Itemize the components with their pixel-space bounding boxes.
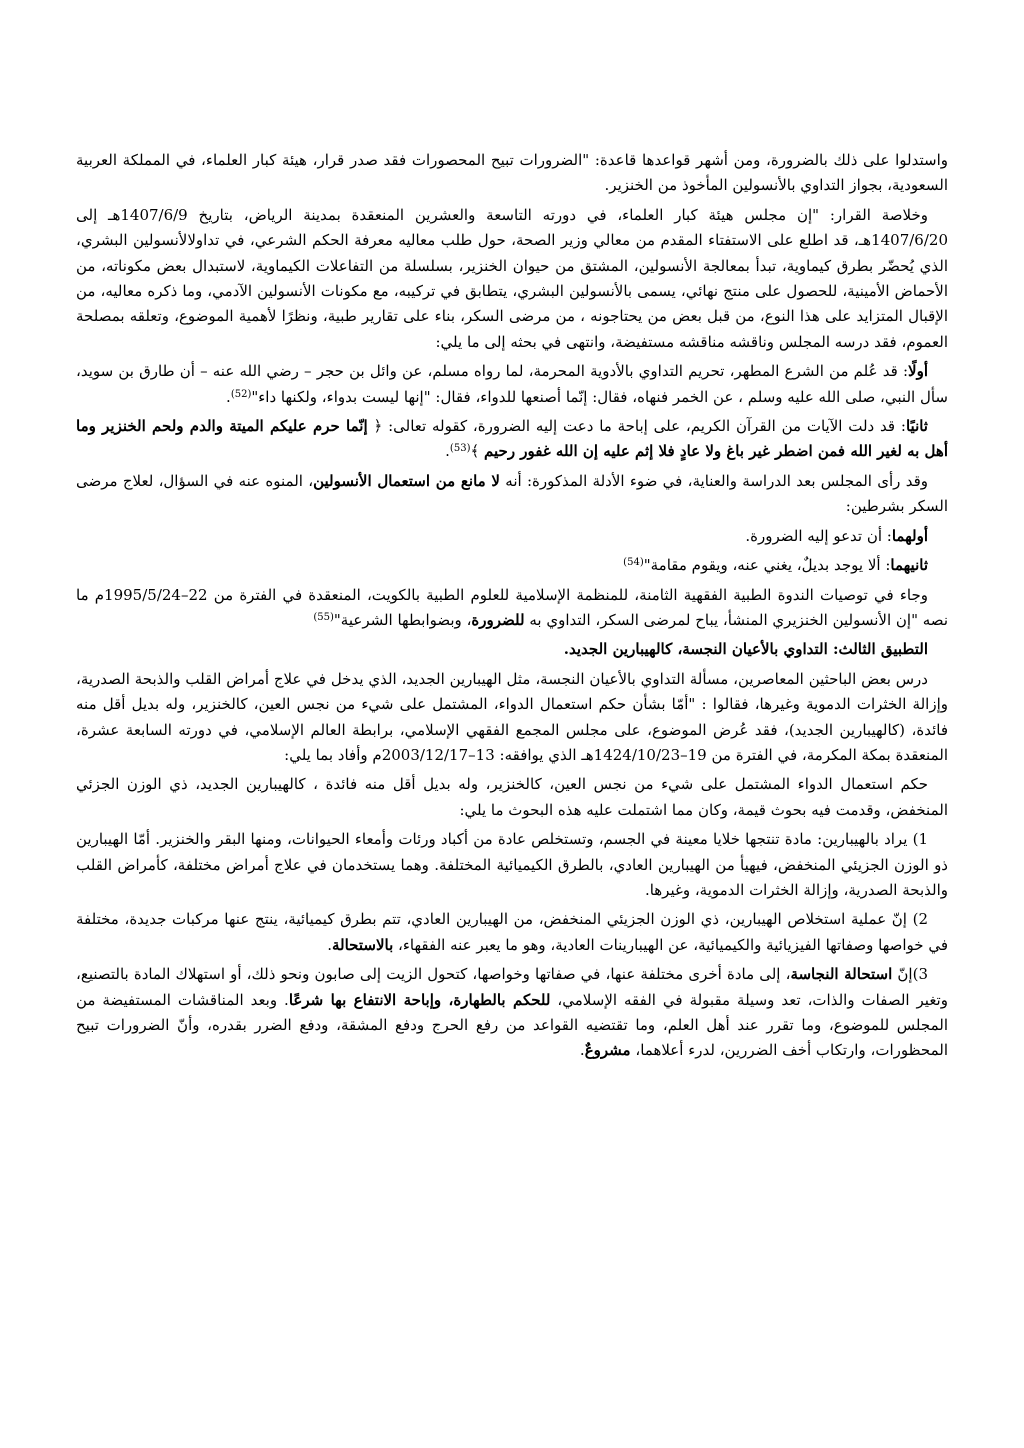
text-run: . وبعد المناقشات المستفيضة من المجلس للموضوع، وما تقرر عند أهل العلم، وما تقتضيه القواعد من رفع الحرج ودفع المشقة، ودفع الضرر بقدره، وأنّ الضرورات تبيح المحظورات، وارتكاب أخف الضررين، لدرء أعلاهما، <box>76 990 948 1060</box>
text-run: : ألا يوجد بديلٌ، يغني عنه، ويقوم مقامة" <box>643 556 891 575</box>
text-run: ﴾ <box>470 442 485 461</box>
text-run: 2) إنّ عملية استخلاص الهيبارين، ذي الوزن الجزيئي المنخفض، من الهيبارين العادي، تتم بطرق كيميائية، ينتج عنها مركبات جديدة، مختلفة في خواصها وصفاتها الفيزيائية والكيميائية، عن الهيبارينات العادية، وهو ما يعبر عنه الفقهاء، <box>76 910 948 954</box>
text-run: . <box>445 442 450 461</box>
bold-text: ثانيهما <box>890 556 928 575</box>
bold-text: استحالة النجاسة <box>790 965 893 984</box>
bold-text: بالاستحالة <box>332 935 394 954</box>
paragraph <box>76 667 948 769</box>
paragraph <box>76 148 948 199</box>
text-run: : قد عُلم من الشرع المطهر، تحريم التداوي بالأدوية المحرمة، لما رواه مسلم، عن وائل بن حجر – رضي الله عنه – أن طارق بن سويد، سأل النبي، صلى الله عليه وسلم ، عن الخمر فنهاه، فقال: إنّما أصنعها للدواء، فقال: "إنها ليست بدواء، ولكنها داء" <box>76 362 948 406</box>
footnote-ref: (54) <box>623 557 644 569</box>
text-run: . <box>226 387 231 406</box>
bold-text: لا مانع من استعمال الأنسولين <box>313 471 500 490</box>
text-run: ، إلى مادة أخرى مختلفة عنها، في صفاتها وخواصها، كتحول الزيت إلى صابون ونحو ذلك، أو استهلاك المادة بالتصنيع، وتغير الصفات والذات، تعد وسيلة مقبولة في الفقه الإسلامي، <box>76 965 948 1009</box>
text-run: وقد رأى المجلس بعد الدراسة والعناية، في ضوء الأدلة المذكورة: أنه <box>499 471 928 490</box>
text-run: التطبيق الثالث: التداوي بالأعيان النجسة، كالهيبارين الجديد. <box>563 640 928 659</box>
bold-text: مشروعٌ <box>584 1041 631 1060</box>
footnote-ref: (52) <box>230 388 252 400</box>
text-run: . <box>579 1041 585 1060</box>
text-run: 3)إنّ <box>892 965 928 984</box>
paragraph <box>76 414 948 465</box>
paragraph <box>76 553 948 578</box>
paragraph <box>76 827 948 903</box>
paragraph <box>76 469 948 520</box>
text-run: وجاء في توصيات الندوة الطبية الفقهية الثامنة، للمنظمة الإسلامية للعلوم الطبية بالكويت، المنعقدة في الفترة من 22–1995/5/24م ما نصه "إن الأنسولين الخنزيري المنشأ، يباح لمرضى السكر، التداوي به <box>76 585 948 629</box>
bold-text: ثانيًا <box>905 417 928 436</box>
text-run: : أن تدعو إليه الضرورة. <box>745 526 892 545</box>
text-run: : قد دلت الآيات من القرآن الكريم، على إباحة ما دعت إليه الضرورة، كقوله تعالى: ﴿ <box>367 417 906 436</box>
text-run: . <box>327 935 332 954</box>
paragraph <box>76 772 948 823</box>
paragraph <box>76 203 948 355</box>
bold-text: للحكم بالطهارة، وإباحة الانتفاع بها شرعًا <box>288 990 551 1009</box>
text-run: حكم استعمال الدواء المشتمل على شيء من نجس العين، كالخنزير، وله بديل أقل منه فائدة ، كالهيبارين الجديد، ذي الوزن الجزئي المنخفض، وقدمت فيه بحوث قيمة، وكان مما اشتملت عليه هذه البحوث ما يلي: <box>76 775 948 819</box>
paragraph <box>76 907 948 958</box>
text-run: ، وبضوابطها الشرعية" <box>333 610 472 629</box>
text-run: 1) يراد بالهيبارين: مادة تنتجها خلايا معينة في الجسم، وتستخلص عادة من أكباد ورئات وأمعاء الحيوانات، ومنها البقر والخنزير. أمّا الهيبارين ذو الوزن الجزيئي المنخفض، فيهيأ من الهيبارين العادي، بالطرق الكيميائية المختلفة. وهما يستخدمان في علاج أمراض مختلفة، كأمراض القلب والذبحة الصدرية، وإزالة الخثرات الدموية، وغيرها. <box>76 830 948 899</box>
footnote-ref: (55) <box>313 611 334 623</box>
text-run: وخلاصة القرار: "إن مجلس هيئة كبار العلماء، في دورته التاسعة والعشرين المنعقدة بمدينة الرياض، بتاريخ 1407/6/9هـ إلى 1407/6/20هـ، قد اطلع على الاستفتاء المقدم من معالي وزير الصحة، حول طلب معاليه معرفة الحكم الشرعي، في تداولالأنسولين البشري، الذي يُحضّر بطرق كيماوية، تبدأ بمعالجة الأنسولين، المشتق من حيوان الخنزير، بسلسلة من التفاعلات الكيماوية، لاستبدال بعض مكوناته، من الأحماض الأمينية، للحصول على منتج نهائي، يسمى بالأنسولين البشري، يتطابق في تركيبه، مع مكونات الأنسولين الآدمي، وما ذكره معاليه، من الإقبال المتزايد على هذا النوع، من قبل بعض من يحتاجونه ، من مرضى السكر، بناء على تقارير طبية، ونظرًا لأهمية الموضوع، وتعلقه بمصلحة العموم، فقد درسه المجلس وناقشه مناقشه مستفيضة، وانتهى في بحثه إلى ما يلي: <box>76 205 948 351</box>
paragraph <box>76 524 948 549</box>
paragraph <box>76 962 948 1064</box>
text-run: ، المنوه عنه في السؤال، لعلاج مرضى السكر بشرطين: <box>76 471 948 516</box>
document-page <box>76 148 948 1064</box>
paragraph <box>76 359 948 410</box>
text-run: درس بعض الباحثين المعاصرين، مسألة التداوي بالأعيان النجسة، مثل الهيبارين الجديد، الذي يدخل في علاج أمراض القلب والذبحة الصدرية، وإزالة الخثرات الدموية وغيرها، فقالوا : "أمّا بشأن حكم استعمال الدواء، المشتمل على شيء من نجس العين، كالخنزير، وله بديل أقل منه فائدة، (كالهيبارين الجديد)، فقد عُرض الموضوع، على مجلس المجمع الفقهي الإسلامي، برابطة العالم الإسلامي، في دورته السابعة عشرة، المنعقدة بمكة المكرمة، في الفترة من 19–1424/10/23هـ الذي يوافقه: 13–2003/12/17م وأفاد بما يلي: <box>76 669 948 764</box>
bold-text: إنّما حرم عليكم الميتة والدم ولحم الخنزير وما أهل به لغير الله فمن اضطر غير باغ ولا عادٍ فلا إثم عليه إن الله غفور رحيم <box>76 417 948 461</box>
bold-text: أولًا <box>908 362 928 381</box>
section-heading <box>76 637 948 662</box>
footnote-ref: (53) <box>449 443 471 455</box>
text-run: واستدلوا على ذلك بالضرورة، ومن أشهر قواعدها قاعدة: "الضرورات تبيح المحصورات فقد صدر قرار، هيئة كبار العلماء، في المملكة العربية السعودية، بجواز التداوي بالأنسولين المأخوذ من الخنزير. <box>76 151 948 195</box>
bold-text: أولهما <box>891 526 928 545</box>
paragraph <box>76 583 948 634</box>
bold-text: للضرورة <box>471 610 525 629</box>
